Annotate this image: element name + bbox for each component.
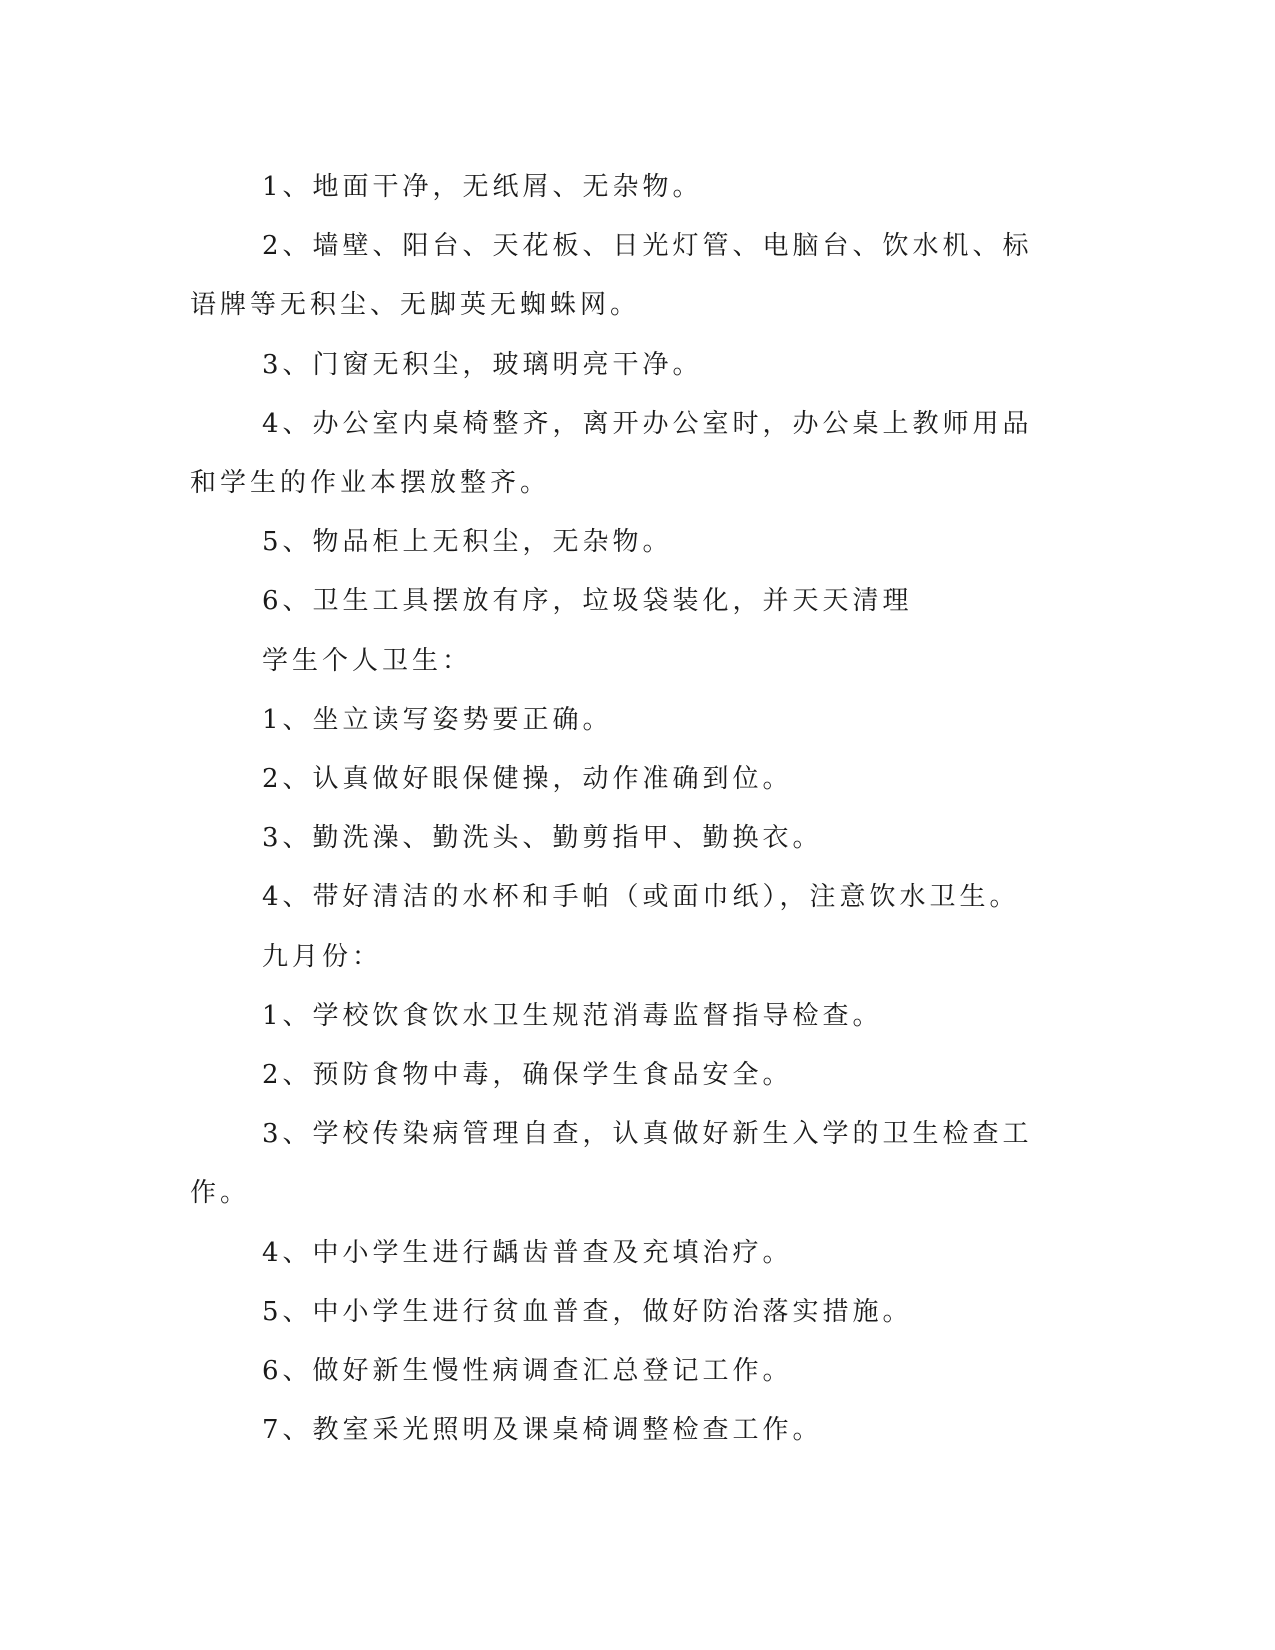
paragraph: 5、中小学生进行贫血普查，做好防治落实措施。 xyxy=(262,1296,913,1327)
paragraph: 6、卫生工具摆放有序，垃圾袋装化，并天天清理 xyxy=(262,586,913,617)
paragraph: 7、教室采光照明及课桌椅调整检查工作。 xyxy=(262,1415,823,1446)
paragraph: 4、带好清洁的水杯和手帕（或面巾纸），注意饮水卫生。 xyxy=(262,882,1020,913)
paragraph: 2、认真做好眼保健操，动作准确到位。 xyxy=(262,764,793,795)
paragraph: 3、门窗无积尘，玻璃明亮干净。 xyxy=(262,349,703,380)
paragraph: 1、学校饮食饮水卫生规范消毒监督指导检查。 xyxy=(262,1000,883,1031)
section-heading: 学生个人卫生： xyxy=(262,645,473,676)
document-body xyxy=(190,158,1060,1460)
paragraph: 4、办公室内桌椅整齐，离开办公室时，办公桌上教师用品和学生的作业本摆放整齐。 xyxy=(190,408,1033,499)
paragraph: 4、中小学生进行龋齿普查及充填治疗。 xyxy=(262,1237,793,1268)
paragraph: 6、做好新生慢性病调查汇总登记工作。 xyxy=(262,1356,793,1387)
paragraph: 1、坐立读写姿势要正确。 xyxy=(262,704,613,735)
section-heading: 九月份： xyxy=(262,941,383,972)
paragraph: 3、勤洗澡、勤洗头、勤剪指甲、勤换衣。 xyxy=(262,823,823,854)
paragraph: 5、物品柜上无积尘，无杂物。 xyxy=(262,527,673,558)
paragraph: 1、地面干净，无纸屑、无杂物。 xyxy=(262,172,703,202)
paragraph: 2、预防食物中毒，确保学生食品安全。 xyxy=(262,1060,793,1091)
paragraph: 3、学校传染病管理自查，认真做好新生入学的卫生检查工作。 xyxy=(190,1119,1033,1209)
paragraph: 2、墙壁、阳台、天花板、日光灯管、电脑台、饮水机、标语牌等无积尘、无脚英无蜘蛛网。 xyxy=(190,231,1033,321)
